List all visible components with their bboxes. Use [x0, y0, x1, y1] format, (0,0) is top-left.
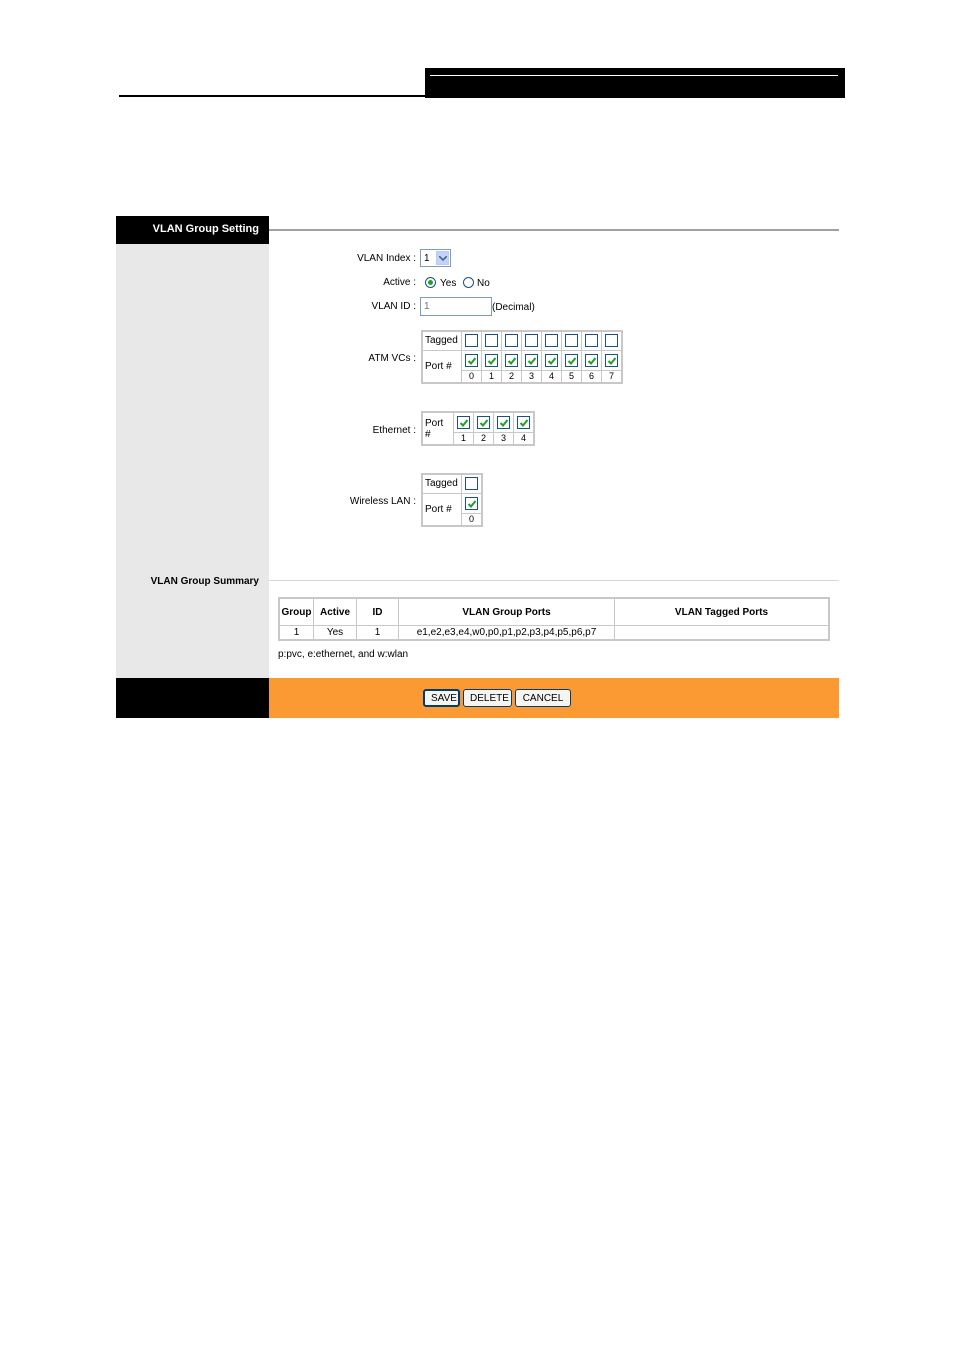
summary-table — [278, 597, 830, 641]
active-yes-label: Yes — [440, 278, 457, 289]
summary-header-group: Group — [279, 598, 314, 626]
atm-tagged-4-checkbox[interactable] — [545, 334, 558, 347]
panel-title-tab — [116, 216, 269, 244]
ethernet-port-number: 3 — [494, 432, 514, 445]
summary-cell-tagged-ports — [615, 626, 830, 641]
summary-cell-id: 1 — [357, 626, 399, 641]
wlan-port-number: 0 — [462, 513, 483, 526]
atm-port-number: 3 — [522, 370, 542, 383]
vlan-index-label: VLAN Index : — [357, 253, 416, 264]
wlan-ports-grid — [421, 473, 483, 527]
save-button[interactable]: SAVE — [423, 689, 460, 707]
ethernet-port-2-checkbox[interactable] — [477, 416, 490, 429]
cancel-button[interactable]: CANCEL — [515, 689, 571, 707]
ethernet-port-number: 2 — [474, 432, 494, 445]
chevron-down-icon[interactable] — [436, 251, 449, 265]
summary-title: VLAN Group Summary — [150, 576, 259, 587]
atm-vcs-label: ATM VCs : — [368, 353, 416, 364]
atm-port-number: 5 — [562, 370, 582, 383]
wlan-tagged-label: Tagged — [422, 474, 462, 493]
ethernet-port-1-checkbox[interactable] — [457, 416, 470, 429]
header-bar-rule — [430, 75, 838, 76]
atm-port-number: 4 — [542, 370, 562, 383]
ethernet-label: Ethernet : — [372, 425, 416, 436]
table-row — [279, 626, 829, 641]
summary-header-id: ID — [357, 598, 399, 626]
vlan-index-value: 1 — [424, 253, 430, 264]
atm-port-4-checkbox[interactable] — [545, 354, 558, 367]
atm-port-3-checkbox[interactable] — [525, 354, 538, 367]
vlan-id-label: VLAN ID : — [371, 301, 416, 312]
ethernet-ports-grid — [421, 411, 535, 446]
atm-tagged-3-checkbox[interactable] — [525, 334, 538, 347]
atm-port-0-checkbox[interactable] — [465, 354, 478, 367]
atm-port-number: 6 — [582, 370, 602, 383]
panel-left-column — [116, 216, 269, 678]
active-yes-radio[interactable] — [425, 277, 436, 288]
atm-tagged-1-checkbox[interactable] — [485, 334, 498, 347]
wlan-tagged-0-checkbox[interactable] — [465, 477, 478, 490]
active-label: Active : — [383, 277, 416, 288]
panel-title: VLAN Group Setting — [152, 223, 259, 235]
atm-port-2-checkbox[interactable] — [505, 354, 518, 367]
atm-port-number: 0 — [462, 370, 482, 383]
ethernet-port-3-checkbox[interactable] — [497, 416, 510, 429]
ethernet-port-number: 1 — [454, 432, 474, 445]
atm-tagged-0-checkbox[interactable] — [465, 334, 478, 347]
delete-button[interactable]: DELETE — [463, 689, 512, 707]
atm-tagged-label: Tagged — [422, 331, 462, 350]
atm-port-number: 1 — [482, 370, 502, 383]
summary-rule — [269, 580, 839, 581]
summary-header-active: Active — [314, 598, 357, 626]
atm-tagged-7-checkbox[interactable] — [605, 334, 618, 347]
atm-tagged-2-checkbox[interactable] — [505, 334, 518, 347]
atm-port-label: Port # — [422, 350, 462, 383]
vlan-index-select[interactable] — [420, 249, 451, 267]
wireless-lan-label: Wireless LAN : — [349, 496, 416, 507]
header-bar — [425, 68, 845, 98]
atm-port-number: 2 — [502, 370, 522, 383]
ethernet-port-4-checkbox[interactable] — [517, 416, 530, 429]
wlan-port-label: Port # — [422, 493, 462, 526]
button-bar-left — [116, 678, 269, 718]
header-underline — [119, 95, 427, 97]
atm-port-6-checkbox[interactable] — [585, 354, 598, 367]
panel-title-rule — [269, 229, 839, 231]
wlan-port-0-checkbox[interactable] — [465, 497, 478, 510]
summary-header-tagged-ports: VLAN Tagged Ports — [615, 598, 830, 626]
ethernet-port-label: Port # — [422, 412, 454, 445]
active-no-radio[interactable] — [463, 277, 474, 288]
summary-cell-active: Yes — [314, 626, 357, 641]
vlan-id-unit: (Decimal) — [492, 302, 535, 313]
active-no-label: No — [477, 278, 490, 289]
ethernet-port-number: 4 — [514, 432, 535, 445]
atm-tagged-5-checkbox[interactable] — [565, 334, 578, 347]
atm-port-7-checkbox[interactable] — [605, 354, 618, 367]
atm-port-1-checkbox[interactable] — [485, 354, 498, 367]
atm-port-number: 7 — [602, 370, 623, 383]
summary-cell-group: 1 — [279, 626, 314, 641]
atm-port-5-checkbox[interactable] — [565, 354, 578, 367]
atm-ports-grid — [421, 330, 623, 384]
summary-cell-group-ports: e1,e2,e3,e4,w0,p0,p1,p2,p3,p4,p5,p6,p7 — [399, 626, 615, 641]
vlan-id-input[interactable] — [420, 297, 492, 316]
summary-header-group-ports: VLAN Group Ports — [399, 598, 615, 626]
summary-legend: p:pvc, e:ethernet, and w:wlan — [278, 649, 409, 660]
atm-tagged-6-checkbox[interactable] — [585, 334, 598, 347]
